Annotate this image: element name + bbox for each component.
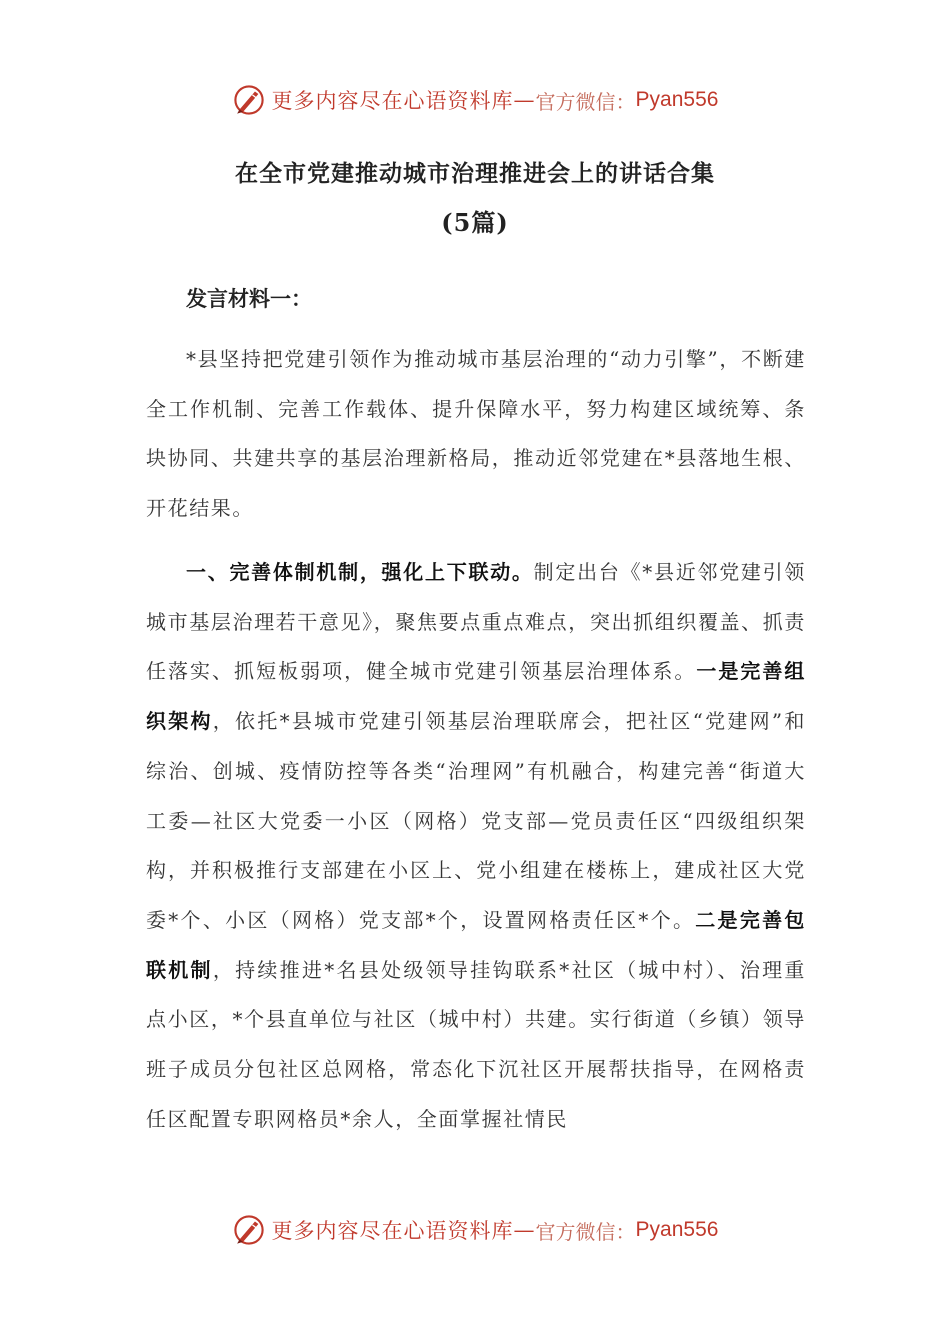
document-subtitle: (5篇) xyxy=(441,208,509,237)
body-paragraph xyxy=(146,548,806,1144)
header-watermark xyxy=(0,76,950,124)
document-title: 在全市党建推动城市治理推进会上的讲话合集 xyxy=(235,160,715,187)
paragraph-heading: 一、完善体制机制，强化上下联动。 xyxy=(186,560,534,584)
section-label: 发言材料一： xyxy=(186,286,312,311)
pen-logo-icon xyxy=(232,83,266,117)
watermark-brand: 更多内容尽在心语资料库 xyxy=(271,1219,514,1243)
intro-paragraph: *县坚持把党建引领作为推动城市基层治理的“动力引擎”，不断建全工作机制、完善工作载体、提升保障水平，努力构建区域统筹、条块协同、共建共享的基层治理新格局，推动近邻党建在*县落地生根、开花结果。 xyxy=(146,347,806,521)
footer-watermark xyxy=(0,1206,950,1254)
point-two-heading: 二是完善包联机制 xyxy=(146,907,806,982)
point-one-text: ，依托*县城市党建引领基层治理联席会，把社区“党建网”和综治、创城、疫情防控等各类“治理网”有机融合，构建完善“街道大工委—社区大党委一小区（网格）党支部—党员责任区“四级组织架构，并积极推行支部建在小区上、党小组建在楼栋上，建成社区大党委*个、小区（网格）党支部*个，设置网格责任区*个。 xyxy=(146,709,806,932)
watermark-wechat-label: 官方微信： xyxy=(535,89,636,114)
watermark-wechat-id: Pyan556 xyxy=(635,88,719,111)
watermark-wechat-label: 官方微信： xyxy=(535,1219,636,1244)
point-one-heading: 一是完善组织架构 xyxy=(146,659,807,734)
point-two-text: ，持续推进*名县处级领导挂钩联系*社区（城中村）、治理重点小区，*个县直单位与社区（城中村）共建。实行街道（乡镇）领导班子成员分包社区总网格，常态化下沉社区开展帮扶指导，在网格责任区配置专职网格员*余人，全面掌握社情民 xyxy=(146,957,806,1131)
watermark-dash: — xyxy=(513,1218,536,1242)
watermark-wechat-id: Pyan556 xyxy=(635,1218,719,1241)
paragraph-text: 制定出台《*县近邻党建引领城市基层治理若干意见》，聚焦要点重点难点，突出抓组织覆盖、抓责任落实、抓短板弱项，健全城市党建引领基层治理体系。 xyxy=(146,560,806,684)
watermark-dash: — xyxy=(513,88,536,112)
pen-logo-icon xyxy=(232,1213,266,1247)
watermark-brand: 更多内容尽在心语资料库 xyxy=(271,89,514,113)
